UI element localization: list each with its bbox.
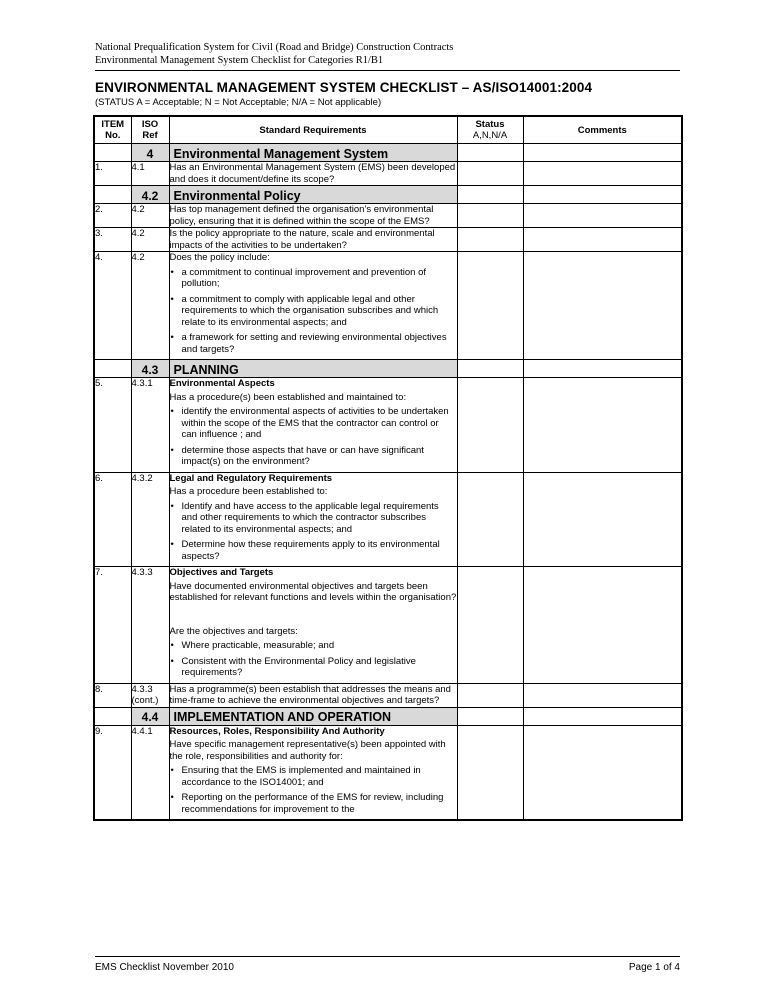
section-comments-cell — [523, 707, 682, 725]
document-header — [95, 41, 453, 67]
status-input-cell[interactable] — [457, 252, 523, 360]
table-header-row — [94, 116, 682, 144]
item-number: 7. — [94, 567, 131, 684]
table-row — [94, 725, 682, 820]
requirement-text: Has a procedure(s) been established and maintained to: — [169, 391, 407, 403]
bullet-item: • Consistent with the Environmental Policy and legislative requirements? — [170, 656, 457, 679]
header-status-label: Status — [475, 119, 505, 130]
requirement-text: Has a procedure been established to: — [169, 486, 328, 497]
iso-reference: 4.3.3 (cont.) — [131, 683, 169, 707]
header-iso-label: ISO — [141, 119, 159, 130]
header-comments: Comments — [523, 116, 682, 144]
iso-reference: 4.3.1 — [131, 378, 169, 473]
page-title: ENVIRONMENTAL MANAGEMENT SYSTEM CHECKLIST – AS/ISO14001:2004 — [95, 80, 593, 95]
section-number: 4.3 — [131, 360, 169, 378]
section-comments-cell — [523, 186, 682, 204]
status-input-cell[interactable] — [457, 162, 523, 186]
item-number: 2. — [94, 204, 131, 228]
requirement-cell — [169, 228, 457, 252]
requirement-bullets — [170, 267, 457, 356]
bullet-item: • Reporting on the performance of the EMS for review, including recommendations for improvement to the — [170, 792, 457, 815]
bullet-item: • determine those aspects that have or can have significant impact(s) on the environment? — [170, 445, 457, 468]
iso-reference: 4.2 — [131, 204, 169, 228]
status-input-cell[interactable] — [457, 683, 523, 707]
table-row — [94, 228, 682, 252]
footer-page-number: Page 1 of 4 — [628, 962, 680, 973]
table-row — [94, 567, 682, 684]
section-number: 4.2 — [131, 186, 169, 204]
section-header-row — [94, 360, 682, 378]
section-comments-cell — [523, 360, 682, 378]
section-comments-cell — [523, 144, 682, 162]
bullet-item: • Ensuring that the EMS is implemented and maintained in accordance to the ISO14001; and — [170, 765, 457, 788]
header-line-2: Environmental Management System Checklist for Categories R1/B1 — [95, 55, 384, 66]
header-rule — [95, 70, 680, 71]
comments-input-cell[interactable] — [523, 252, 682, 360]
section-title: PLANNING — [169, 360, 457, 378]
requirement-text: Have specific management representative(s) been appointed with the role, responsibilities and authority for: — [169, 739, 446, 762]
requirement-bullets — [170, 406, 457, 468]
iso-reference: 4.3.2 — [131, 472, 169, 567]
section-title: IMPLEMENTATION AND OPERATION — [169, 707, 457, 725]
section-status-cell — [457, 360, 523, 378]
section-title: Environmental Policy — [169, 186, 457, 204]
section-title: Environmental Management System — [169, 144, 457, 162]
section-item-cell — [94, 360, 131, 378]
item-number: 1. — [94, 162, 131, 186]
header-standard-requirements: Standard Requirements — [169, 116, 457, 144]
footer-rule — [95, 956, 680, 957]
header-iso-ref — [131, 116, 169, 144]
page-subtitle: (STATUS A = Acceptable; N = Not Acceptable; N/A = Not applicable) — [95, 97, 382, 108]
section-item-cell — [94, 144, 131, 162]
bullet-item: • a commitment to continual improvement and prevention of pollution; — [170, 267, 457, 290]
table-row — [94, 378, 682, 473]
header-status-values: A,N,N/A — [472, 130, 508, 141]
table-row — [94, 472, 682, 567]
requirement-cell — [169, 472, 457, 567]
bullet-item: • a commitment to comply with applicable legal and other requirements to which the organisation subscribes and which relate to its environmental aspects; and — [170, 294, 457, 329]
status-input-cell[interactable] — [457, 378, 523, 473]
requirement-cell — [169, 162, 457, 186]
item-number: 6. — [94, 472, 131, 567]
header-no-label: No. — [105, 130, 121, 141]
section-status-cell — [457, 186, 523, 204]
header-item-label: ITEM — [101, 119, 125, 130]
item-number: 3. — [94, 228, 131, 252]
header-item-no — [94, 116, 131, 144]
comments-input-cell[interactable] — [523, 228, 682, 252]
requirement-cell — [169, 683, 457, 707]
requirement-heading: Legal and Regulatory Requirements — [169, 472, 333, 484]
comments-input-cell[interactable] — [523, 472, 682, 567]
status-input-cell[interactable] — [457, 228, 523, 252]
iso-reference: 4.2 — [131, 228, 169, 252]
requirement-cell — [169, 204, 457, 228]
comments-input-cell[interactable] — [523, 683, 682, 707]
requirement-text: Does the policy include: — [169, 252, 270, 263]
requirement-cell — [169, 378, 457, 473]
bullet-item: • Identify and have access to the applicable legal requirements and other requirements to which the contractor subscribes related to its environmental aspects; and — [170, 501, 457, 536]
section-item-cell — [94, 186, 131, 204]
checklist-body — [94, 144, 682, 821]
table-row — [94, 204, 682, 228]
requirement-text: Have documented environmental objectives and targets been established for relevant functions and levels within the organisation? — [169, 580, 457, 603]
status-input-cell[interactable] — [457, 725, 523, 820]
section-number: 4 — [131, 144, 169, 162]
status-input-cell[interactable] — [457, 472, 523, 567]
requirement-text: Has an Environmental Management System (EMS) been developed and does it document/define its scope? — [169, 162, 456, 185]
section-header-row — [94, 707, 682, 725]
header-line-1: National Prequalification System for Civil (Road and Bridge) Construction Contracts — [95, 42, 454, 53]
requirement-text: Has a programme(s) been establish that addresses the means and time-frame to achieve the environmental objectives and targets? — [169, 683, 451, 706]
requirement-text: Is the policy appropriate to the nature, scale and environmental impacts of the activities to be undertaken? — [169, 228, 435, 251]
checklist-table — [93, 115, 683, 821]
comments-input-cell[interactable] — [523, 162, 682, 186]
requirement-heading: Resources, Roles, Responsibility And Authority — [169, 725, 385, 737]
table-row — [94, 683, 682, 707]
iso-reference: 4.2 — [131, 252, 169, 360]
section-header-row — [94, 144, 682, 162]
requirement-cell — [169, 252, 457, 360]
spacer — [170, 604, 457, 626]
header-status — [457, 116, 523, 144]
section-number: 4.4 — [131, 707, 169, 725]
iso-reference: 4.1 — [131, 162, 169, 186]
requirement-heading: Environmental Aspects — [169, 378, 275, 389]
requirement-bullets — [170, 640, 457, 679]
bullet-item: • Where practicable, measurable; and — [170, 640, 457, 652]
comments-input-cell[interactable] — [523, 378, 682, 473]
section-header-row — [94, 186, 682, 204]
comments-input-cell[interactable] — [523, 567, 682, 684]
section-item-cell — [94, 707, 131, 725]
bullet-item: • identify the environmental aspects of activities to be undertaken within the scope of the EMS that the contractor can control or can influence ; and — [170, 406, 457, 441]
comments-input-cell[interactable] — [523, 204, 682, 228]
iso-reference: 4.3.3 — [131, 567, 169, 684]
requirement-bullets — [170, 501, 457, 563]
requirement-text-2: Are the objectives and targets: — [169, 625, 298, 637]
comments-input-cell[interactable] — [523, 725, 682, 820]
item-number: 8. — [94, 683, 131, 707]
table-row — [94, 252, 682, 360]
status-input-cell[interactable] — [457, 567, 523, 684]
section-status-cell — [457, 707, 523, 725]
item-number: 5. — [94, 378, 131, 473]
iso-reference: 4.4.1 — [131, 725, 169, 820]
table-row — [94, 162, 682, 186]
requirement-heading: Objectives and Targets — [169, 567, 274, 578]
requirement-bullets — [170, 765, 457, 815]
bullet-item: • a framework for setting and reviewing environmental objectives and targets? — [170, 332, 457, 355]
item-number: 9. — [94, 725, 131, 820]
header-ref-label: Ref — [142, 130, 158, 141]
section-status-cell — [457, 144, 523, 162]
requirement-text: Has top management defined the organisation’s environmental policy, ensuring that it is defined within the scope of the EMS? — [169, 204, 434, 227]
footer-left: EMS Checklist November 2010 — [95, 962, 234, 973]
bullet-item: • Determine how these requirements apply to its environmental aspects? — [170, 539, 457, 562]
requirement-cell — [169, 725, 457, 820]
requirement-cell — [169, 567, 457, 684]
item-number: 4. — [94, 252, 131, 360]
status-input-cell[interactable] — [457, 204, 523, 228]
